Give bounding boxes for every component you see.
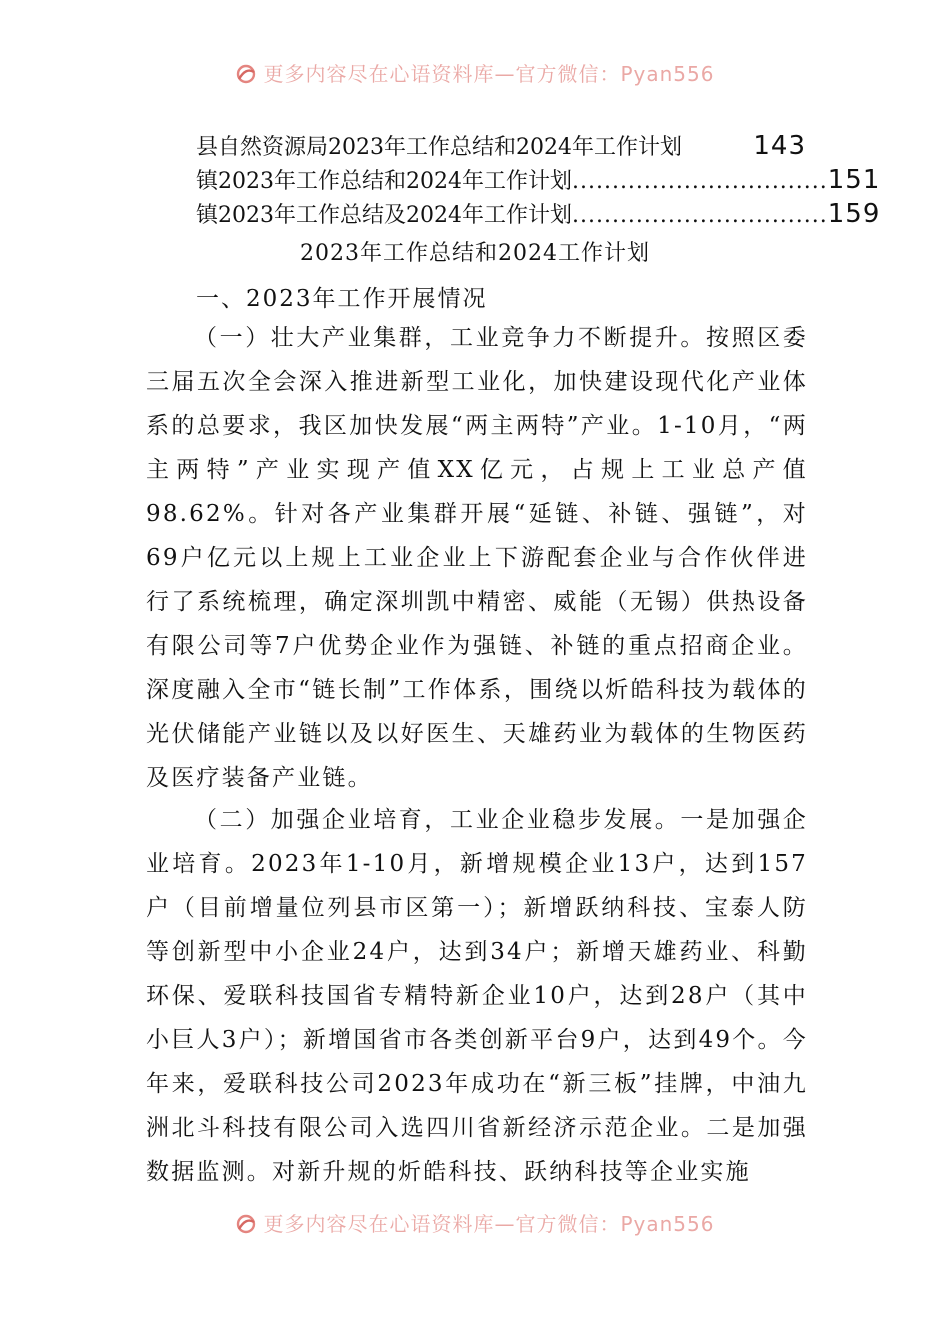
toc-entry-page: 159 [827,199,881,229]
toc-entry-page: 151 [827,165,881,195]
toc-entry-page: 143 [753,131,806,161]
document-title: 2023年工作总结和2024工作计划 [300,241,650,266]
paragraph-text: （二）加强企业培育，工业企业稳步发展。一是加强企业培育。2023年1-10月，新增规模企业13户，达到157户（目前增量位列县市区第一）；新增跃纳科技、宝泰人防等创新型中小企业24户，达到34户；新增天雄药业、科勤环保、爱联科技国省专精特新企业10户，达到28户（其中小巨人3户）；新增国省市各类创新平台9户，达到49个。今年来，爱联科技公司2023年成功在“新三板”挂牌，中油九洲北斗科技有限公司入选四川省新经济示范企业。二是加强数据监测。对新升规的炘皓科技、跃纳科技等企业实施 [146,807,808,1185]
watermark-logo-icon [235,1213,257,1235]
watermark-text: 更多内容尽在心语资料库—官方微信：Pyan556 [263,1212,715,1236]
paragraph-text: （一）壮大产业集群，工业竞争力不断提升。按照区委三届五次全会深入推进新型工业化，加快建设现代化产业体系的总要求，我区加快发展“两主两特”产业。1-10月，“两主两特”产业实现产值XX亿元，占规上工业总产值98.62%。针对各产业集群开展“延链、补链、强链”，对69户亿元以上规上工业企业上下游配套企业与合作伙伴进行了系统梳理，确定深圳凯中精密、威能（无锡）供热设备有限公司等7户优势企业作为强链、补链的重点招商企业。深度融入全市“链长制”工作体系，围绕以炘皓科技为载体的光伏储能产业链以及以好医生、天雄药业为载体的生物医药及医疗装备产业链。 [146,325,808,791]
table-of-contents [196,130,881,232]
toc-entry-leader: ................................ [571,169,828,194]
toc-entry-title: 镇2023年工作总结及2024年工作计划 [196,203,572,228]
toc-entry-title: 县自然资源局2023年工作总结和2024年工作计划 [196,135,682,160]
body-paragraph-2 [146,798,808,1194]
section-heading: 一、2023年工作开展情况 [196,286,488,312]
toc-entry-leader: ................................ [571,203,828,228]
toc-entry[interactable] [196,198,881,232]
watermark-logo-icon [235,63,257,85]
toc-entry[interactable] [196,164,881,198]
toc-entry[interactable] [196,130,806,164]
body-paragraph-1 [146,316,808,800]
watermark-bottom [0,1208,950,1237]
toc-entry-title: 镇2023年工作总结和2024年工作计划 [196,169,572,194]
watermark-top [0,58,950,87]
watermark-text: 更多内容尽在心语资料库—官方微信：Pyan556 [263,62,715,86]
